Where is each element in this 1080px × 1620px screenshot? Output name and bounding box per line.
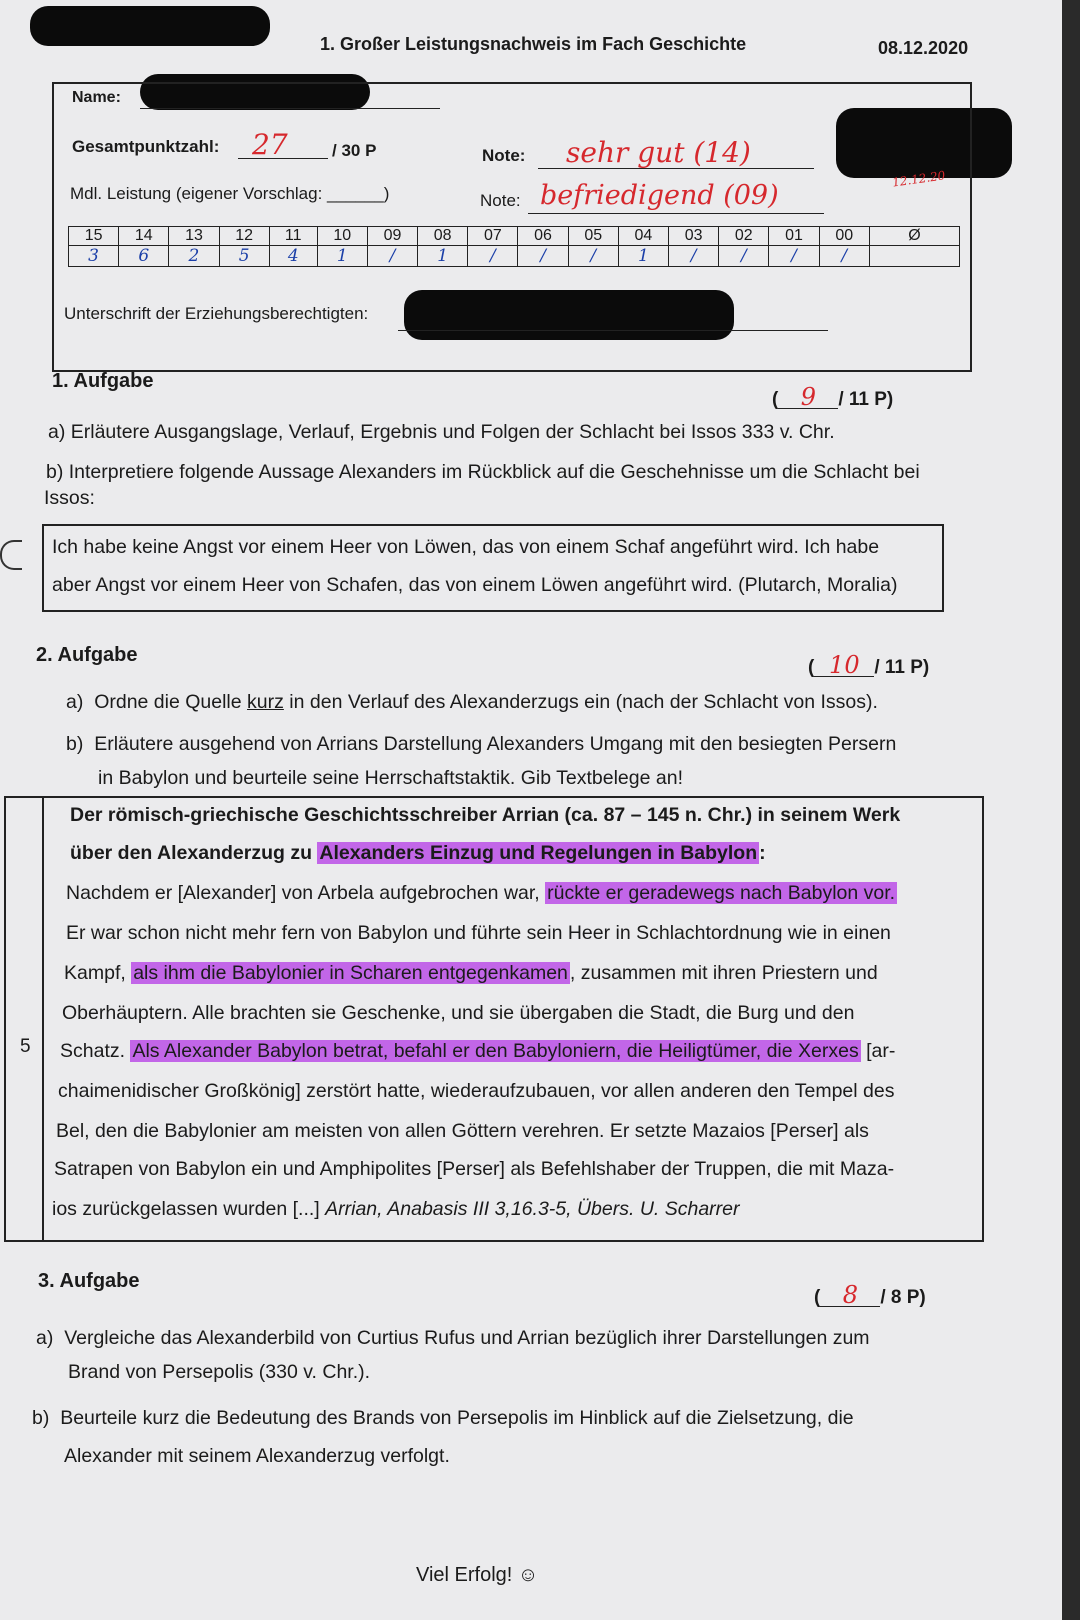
task2-score: 10 <box>814 654 874 677</box>
task1-b-line1: b) Interpretiere folgende Aussage Alexanders im Rückblick auf die Geschehnisse um die Schlacht bei <box>46 461 920 483</box>
grade-header-cell: 09 <box>367 227 417 246</box>
source-line: Er war schon nicht mehr fern von Babylon und führte sein Heer in Schlachtordnung wie in einen <box>66 922 891 944</box>
grade-header-cell: 08 <box>418 227 468 246</box>
task1-a: a) Erläutere Ausgangslage, Verlauf, Ergebnis und Folgen der Schlacht bei Issos 333 v. Chr. <box>48 421 835 443</box>
grade-count-cell: / <box>518 246 568 267</box>
source-line: Oberhäuptern. Alle brachten sie Geschenke, und sie übergaben die Stadt, die Burg und den <box>62 1002 855 1024</box>
task2-a: a) Ordne die Quelle kurz in den Verlauf des Alexanderzugs ein (nach der Schlacht von Issos). <box>66 691 878 713</box>
source-line: Nachdem er [Alexander] von Arbela aufgebrochen war, rückte er geradewegs nach Babylon vor. <box>66 882 896 904</box>
task3-a-line2: Brand von Persepolis (330 v. Chr.). <box>68 1361 371 1383</box>
source-line: chaimenidischer Großkönig] zerstört hatte, wiederaufzubauen, vor allen anderen den Tempel des <box>58 1080 895 1102</box>
grade-count-cell: / <box>468 246 518 267</box>
exam-date: 08.12.2020 <box>878 38 969 58</box>
line-number-gutter <box>42 798 44 1240</box>
task3-heading: 3. Aufgabe <box>38 1270 140 1292</box>
grade-count-cell: 5 <box>219 246 269 267</box>
grade-header-cell: 05 <box>568 227 618 246</box>
grade-count-cell: / <box>669 246 719 267</box>
grade-header-cell: 14 <box>119 227 169 246</box>
grade-count-cell: 1 <box>317 246 367 267</box>
quote-line-1: Ich habe keine Angst vor einem Heer von Löwen, das von einem Schaf angeführt wird. Ich habe <box>52 536 880 558</box>
signature-label: Unterschrift der Erziehungsberechtigten: <box>64 304 369 323</box>
grade-distribution-table <box>68 226 960 267</box>
grade-header-cell: 02 <box>719 227 769 246</box>
task2-b-line2: in Babylon und beurteile seine Herrschaftstaktik. Gib Textbelege an! <box>98 767 683 789</box>
grade-count-cell: 1 <box>418 246 468 267</box>
grade-count-cell: / <box>568 246 618 267</box>
task1-b-line2: Issos: <box>44 487 95 509</box>
task2-points: ( 10 / 11 P) <box>808 651 930 679</box>
grade-header-cell: 04 <box>618 227 668 246</box>
task3-points: ( 8 / 8 P) <box>814 1281 926 1309</box>
grade-value: sehr gut (14) <box>566 136 751 169</box>
grade-count-cell: 6 <box>119 246 169 267</box>
source-line: Der römisch-griechische Geschichtsschreiber Arrian (ca. 87 – 145 n. Chr.) in seinem Werk <box>70 804 901 826</box>
alexander-quote-box <box>42 524 944 612</box>
grade-count-cell: / <box>367 246 417 267</box>
source-line: über den Alexanderzug zu Alexanders Einzug und Regelungen in Babylon : <box>70 842 766 864</box>
task2-heading: 2. Aufgabe <box>36 644 138 666</box>
task1-heading: 1. Aufgabe <box>52 370 154 392</box>
grade-header-cell: 01 <box>769 227 819 246</box>
oral-grade-label: Note: <box>480 191 521 210</box>
total-score: 27 <box>252 128 288 161</box>
grade-header-cell: 12 <box>219 227 269 246</box>
task1-points: ( 9 / 11 P) <box>772 383 894 411</box>
line-number: 5 <box>20 1036 31 1057</box>
grade-label: Note: <box>482 146 526 165</box>
task3-score: 8 <box>820 1284 880 1307</box>
oral-grade-value: befriedigend (09) <box>540 180 779 211</box>
name-line <box>140 108 440 109</box>
grade-header-cell: Ø <box>870 227 960 246</box>
redacted-name-top <box>30 6 270 46</box>
source-line: Schatz. Als Alexander Babylon betrat, befahl er den Babyloniern, die Heiligtümer, die Xerxes [ar- <box>60 1040 896 1062</box>
grade-header-cell: 10 <box>317 227 367 246</box>
signature-line <box>398 330 828 331</box>
grade-count-cell: 1 <box>618 246 668 267</box>
source-line: Bel, den die Babylonier am meisten von allen Göttern verehren. Er setzte Mazaios [Perser] als <box>56 1120 869 1142</box>
task2-b-line1: b) Erläutere ausgehend von Arrians Darstellung Alexanders Umgang mit den besiegten Persern <box>66 733 897 755</box>
exam-title: 1. Großer Leistungsnachweis im Fach Geschichte <box>320 34 747 54</box>
grade-header-cell: 13 <box>169 227 219 246</box>
grade-count-cell <box>870 246 960 267</box>
name-label: Name: <box>72 89 121 106</box>
grade-count-cell: 4 <box>269 246 317 267</box>
source-line: Kampf, als ihm die Babylonier in Scharen entgegenkamen , zusammen mit ihren Priestern und <box>64 962 878 984</box>
oral-grade-line <box>528 213 824 214</box>
arrian-source-box <box>4 796 984 1242</box>
grade-header-cell: 00 <box>819 227 869 246</box>
total-max: / 30 P <box>332 141 377 160</box>
grade-count-cell: / <box>769 246 819 267</box>
total-label: Gesamtpunktzahl: <box>72 137 220 156</box>
margin-mark <box>0 540 22 570</box>
task3-a-line1: a) Vergleiche das Alexanderbild von Curtius Rufus und Arrian bezüglich ihrer Darstellungen zum <box>36 1327 870 1349</box>
grade-header-cell: 15 <box>69 227 119 246</box>
source-line: ios zurückgelassen wurden [...] Arrian, Anabasis III 3,16.3-5, Übers. U. Scharrer <box>52 1198 740 1220</box>
grade-count-cell: 3 <box>69 246 119 267</box>
grade-header-cell: 06 <box>518 227 568 246</box>
grade-count-cell: / <box>719 246 769 267</box>
task1-score: 9 <box>778 386 838 409</box>
oral-label: Mdl. Leistung (eigener Vorschlag: ______) <box>70 184 390 203</box>
good-luck-footer: Viel Erfolg! ☺ <box>416 1564 539 1586</box>
task3-b-line2: Alexander mit seinem Alexanderzug verfolgt. <box>64 1445 450 1467</box>
task3-b-line1: b) Beurteile kurz die Bedeutung des Brands von Persepolis im Hinblick auf die Zielsetzung, die <box>32 1407 854 1429</box>
side-note-date: 12.12.20 <box>891 168 947 190</box>
grade-header-cell: 11 <box>269 227 317 246</box>
quote-line-2: aber Angst vor einem Heer von Schafen, das von einem Löwen angeführt wird. (Plutarch, Moralia) <box>52 574 898 596</box>
source-line: Satrapen von Babylon ein und Amphipolites [Perser] als Befehlshaber der Truppen, die mit Maza- <box>54 1158 895 1180</box>
grade-count-cell: / <box>819 246 869 267</box>
grade-header-cell: 03 <box>669 227 719 246</box>
grade-count-cell: 2 <box>169 246 219 267</box>
grade-header-cell: 07 <box>468 227 518 246</box>
